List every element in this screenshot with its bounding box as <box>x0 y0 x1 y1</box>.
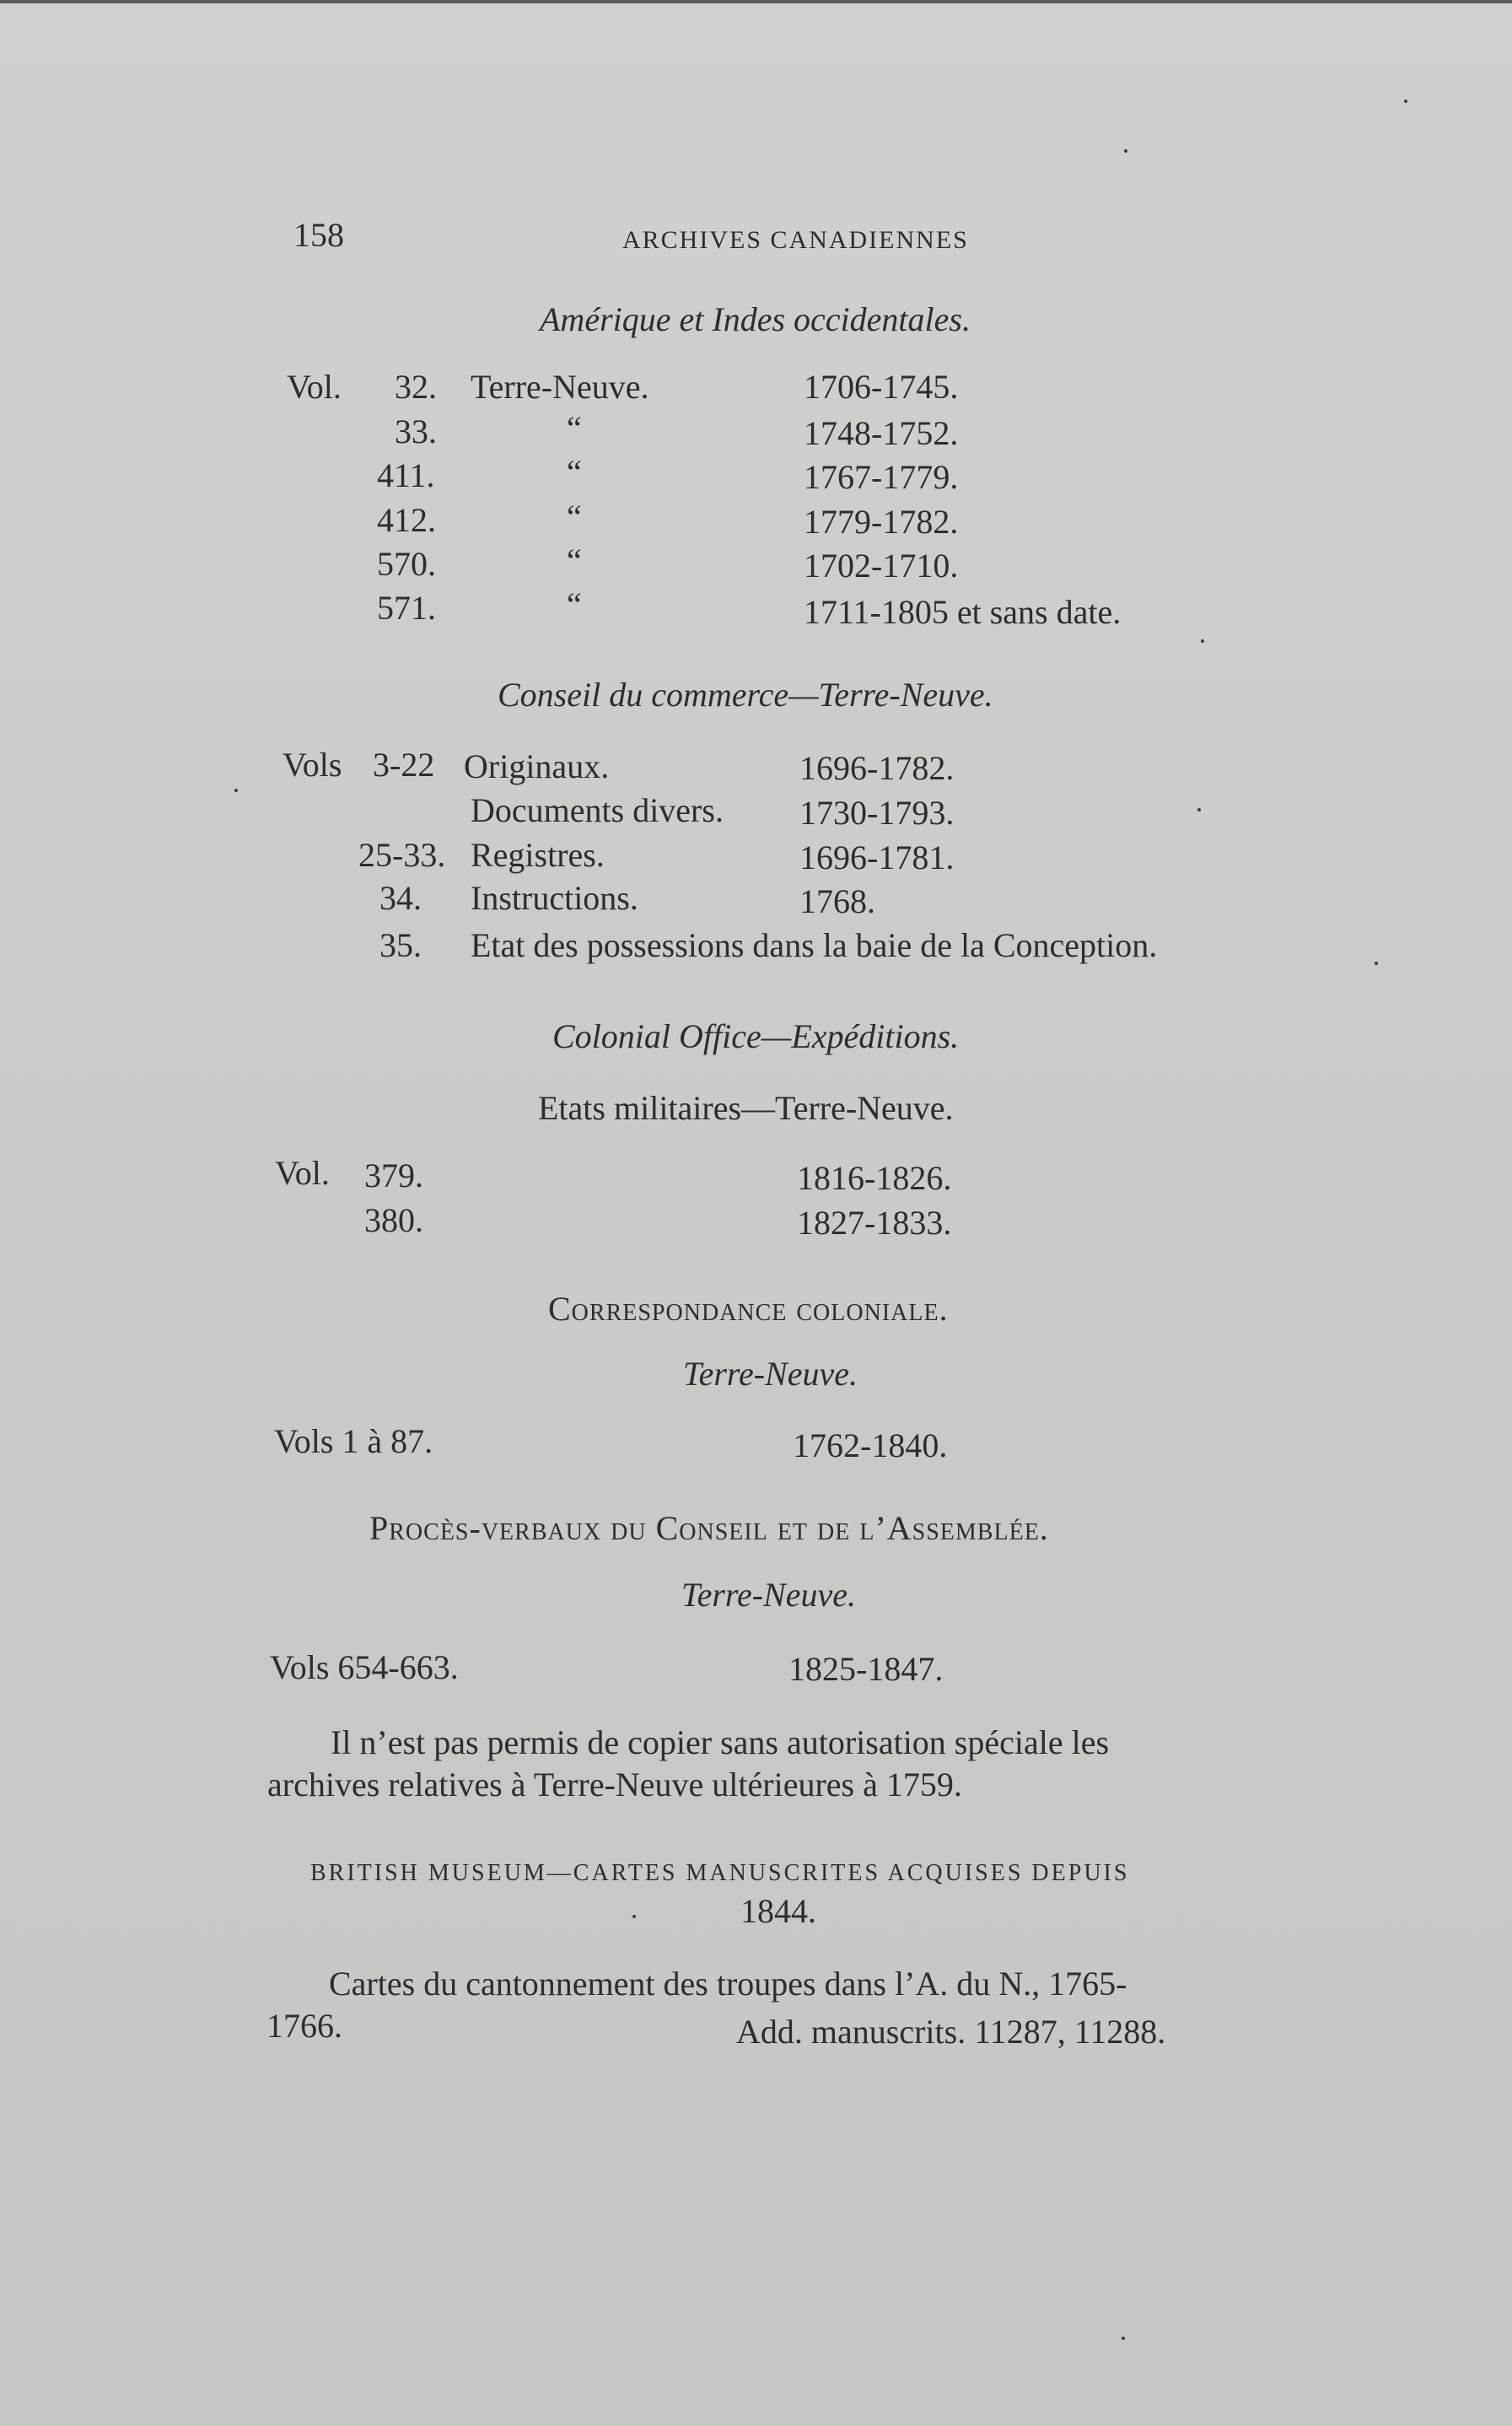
british-entry-year: 1766. <box>266 2007 342 2045</box>
colonial-vol: 380. <box>364 1201 423 1239</box>
paper-speck <box>1201 639 1204 643</box>
amerique-vol: 412. <box>377 501 436 539</box>
paper-speck <box>1375 962 1378 965</box>
proces-note-line1: Il n’est pas permis de copier sans autorisation spéciale les <box>331 1723 1110 1761</box>
amerique-dates: 1711-1805 et sans date. <box>804 593 1122 631</box>
amerique-subject: “ <box>567 542 582 580</box>
paper-speck <box>1197 808 1201 811</box>
section-subtitle-correspondance: Terre-Neuve. <box>683 1355 858 1393</box>
amerique-subject: “ <box>567 498 582 536</box>
conseil-subject: Instructions. <box>471 879 638 917</box>
section-title-british-year: 1844. <box>740 1892 816 1930</box>
amerique-vol: 33. <box>395 412 437 450</box>
conseil-dates: 1730-1793. <box>799 794 955 832</box>
conseil-vol: 3-22 <box>373 746 435 784</box>
section-title-amerique: Amérique et Indes occidentales. <box>540 300 971 338</box>
amerique-vol: 570. <box>377 545 436 583</box>
amerique-vol-prefix: Vol. <box>287 368 342 406</box>
colonial-dates: 1816-1826. <box>797 1159 952 1197</box>
correspondance-dates: 1762-1840. <box>793 1426 948 1464</box>
section-title-correspondance: Correspondance coloniale. <box>548 1290 949 1328</box>
paper-speck <box>234 789 238 792</box>
british-entry-ref: Add. manuscrits. 11287, 11288. <box>736 2013 1166 2051</box>
amerique-vol: 411. <box>377 456 435 494</box>
conseil-dates: 1696-1782. <box>799 749 955 787</box>
section-title-colonial: Colonial Office—Expéditions. <box>552 1017 960 1055</box>
proces-vols: Vols 654-663. <box>270 1648 459 1686</box>
section-subtitle-proces: Terre-Neuve. <box>681 1576 856 1614</box>
conseil-subject: Registres. <box>471 836 605 874</box>
amerique-dates: 1748-1752. <box>804 414 959 452</box>
paper-speck <box>1124 149 1127 153</box>
section-subtitle-colonial: Etats militaires—Terre-Neuve. <box>538 1089 954 1127</box>
amerique-subject: Terre-Neuve. <box>471 368 649 406</box>
amerique-subject: “ <box>567 585 582 623</box>
section-title-proces: Procès-verbaux du Conseil et de l’Assemblée. <box>369 1509 1049 1547</box>
amerique-dates: 1702-1710. <box>804 547 959 585</box>
conseil-vol: 35. <box>379 926 422 964</box>
amerique-subject: “ <box>567 453 582 491</box>
proces-note-line2: archives relatives à Terre-Neuve ultérieures à 1759. <box>267 1766 962 1803</box>
paper-speck <box>632 1915 636 1918</box>
section-title-conseil: Conseil du commerce—Terre-Neuve. <box>498 676 993 714</box>
amerique-vol: 32. <box>395 368 437 406</box>
amerique-dates: 1779-1782. <box>804 503 959 541</box>
colonial-vol: 379. <box>364 1156 423 1194</box>
conseil-vol: 25-33. <box>358 836 446 874</box>
conseil-dates: 1696-1781. <box>799 838 955 876</box>
conseil-vol: 34. <box>379 879 422 917</box>
conseil-vol-prefix: Vols <box>282 746 342 784</box>
amerique-subject: “ <box>567 409 582 447</box>
conseil-subject: Documents divers. <box>471 791 724 829</box>
amerique-dates: 1767-1779. <box>804 458 959 496</box>
amerique-vol: 571. <box>377 589 436 627</box>
correspondance-vols: Vols 1 à 87. <box>274 1422 433 1460</box>
amerique-dates: 1706-1745. <box>804 368 959 406</box>
running-title: ARCHIVES CANADIENNES <box>622 226 969 254</box>
proces-dates: 1825-1847. <box>788 1650 944 1688</box>
paper-speck <box>1122 2337 1125 2340</box>
conseil-subject: Originaux. <box>464 747 610 785</box>
colonial-dates: 1827-1833. <box>797 1204 952 1242</box>
british-entry-line1: Cartes du cantonnement des troupes dans l’A. du N., 1765- <box>329 1965 1127 2003</box>
page-number: 158 <box>293 216 344 254</box>
conseil-subject: Etat des possessions dans la baie de la Conception. <box>471 926 1158 964</box>
conseil-dates: 1768. <box>799 882 875 920</box>
section-title-british: BRITISH MUSEUM—CARTES MANUSCRITES ACQUISES DEPUIS <box>310 1860 1130 1886</box>
paper-speck <box>1404 100 1407 103</box>
colonial-vol-prefix: Vol. <box>275 1154 330 1192</box>
